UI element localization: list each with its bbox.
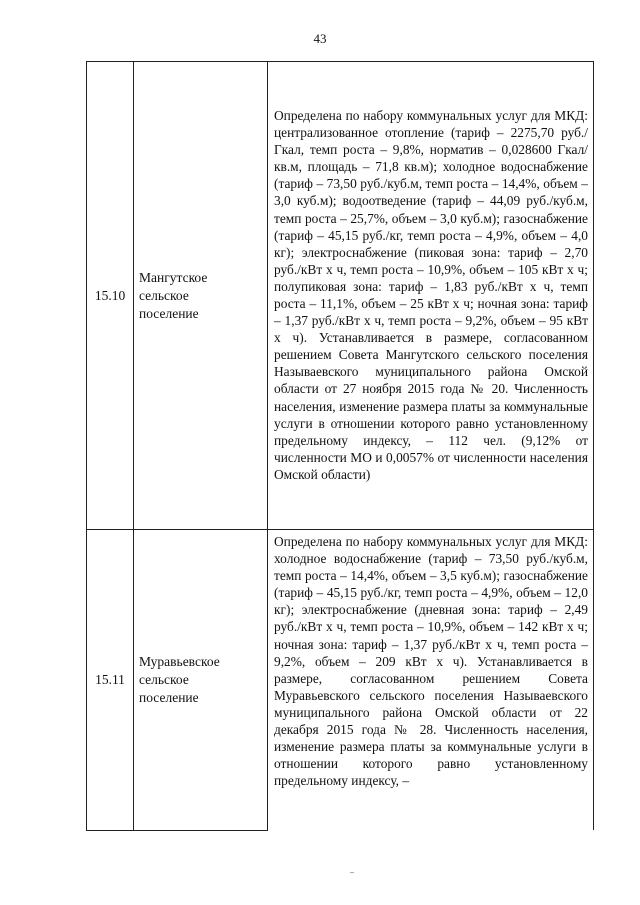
description-cell bbox=[268, 530, 594, 831]
settlement-name-line: поселение bbox=[139, 689, 199, 705]
description-cell bbox=[268, 62, 594, 530]
settlement-name-line: Муравьевское bbox=[139, 653, 220, 669]
settlement-name-line: сельское bbox=[139, 287, 189, 303]
row-number: 15.11 bbox=[87, 530, 134, 831]
row-number: 15.10 bbox=[87, 62, 134, 530]
settlement-name-line: сельское bbox=[139, 671, 189, 687]
description-text: Определена по набору коммунальных услуг для МКД: холодное водоснабжение (тариф – 73,50 руб./куб.м, темп роста – 14,4%, объем – 3,5 куб.м); газоснабжение (тариф – 45,15 руб./кг, темп роста – 4,9%, объем – 12,0 кг); электроснабжение (дневная зона: тариф – 2,49 руб./кВт х ч, темп роста – 10,9%, объем – 142 кВт х ч; ночная зона: тариф – 1,37 руб./кВт х ч, темп роста – 9,2%, объем – 209 кВт х ч). Устанавливается в размере, согласованном решением Совета Муравьевского сельского поселения Называевского муниципального района Омской области от 22 декабря 2015 года № 28. Численность населения, изменение размера платы за коммунальные услуги в отношении которого равно установленному предельному индексу, – bbox=[274, 534, 588, 789]
scan-artifact bbox=[350, 872, 354, 873]
settlement-name-line: поселение bbox=[139, 305, 199, 321]
settlement-name bbox=[134, 62, 268, 530]
table-row bbox=[87, 530, 594, 831]
description-text: Определена по набору коммунальных услуг для МКД: централизованное отопление (тариф – 2275,70 руб./Гкал, темп роста – 9,8%, норматив – 0,028600 Гкал/кв.м, площадь – 71,8 кв.м); холодное водоснабжение (тариф – 73,50 руб./куб.м, темп роста – 14,4%, объем – 3,0 куб.м); водоотведение (тариф – 44,09 руб./куб.м, темп роста – 25,7%, объем – 3,0 куб.м); газоснабжение (тариф – 45,15 руб./кг, темп роста – 4,9%, объем – 4,0 кг); электроснабжение (пиковая зона: тариф – 2,70 руб./кВт х ч, темп роста – 10,9%, объем – 105 кВт х ч; полупиковая зона: тариф – 1,83 руб./кВт х ч, темп роста – 11,1%, объем – 25 кВт х ч; ночная зона: тариф – 1,37 руб./кВт х ч, темп роста – 9,2%, объем – 95 кВт х ч). Устанавливается в размере, согласованном решением Совета Мангутского сельского поселения Называевского муниципального района Омской области от 27 ноября 2015 года № 20. Численность населения, изменение размера платы за коммунальные услуги в отношении которого равно установленному предельному индексу, – 112 чел. (9,12% от численности МО и 0,0057% от численности населения Омской области) bbox=[274, 107, 588, 482]
tariff-table bbox=[86, 61, 594, 831]
settlement-name bbox=[134, 530, 268, 831]
settlement-name-line: Мангутское bbox=[139, 269, 208, 285]
page-number: 43 bbox=[313, 31, 327, 46]
table-row bbox=[87, 62, 594, 530]
